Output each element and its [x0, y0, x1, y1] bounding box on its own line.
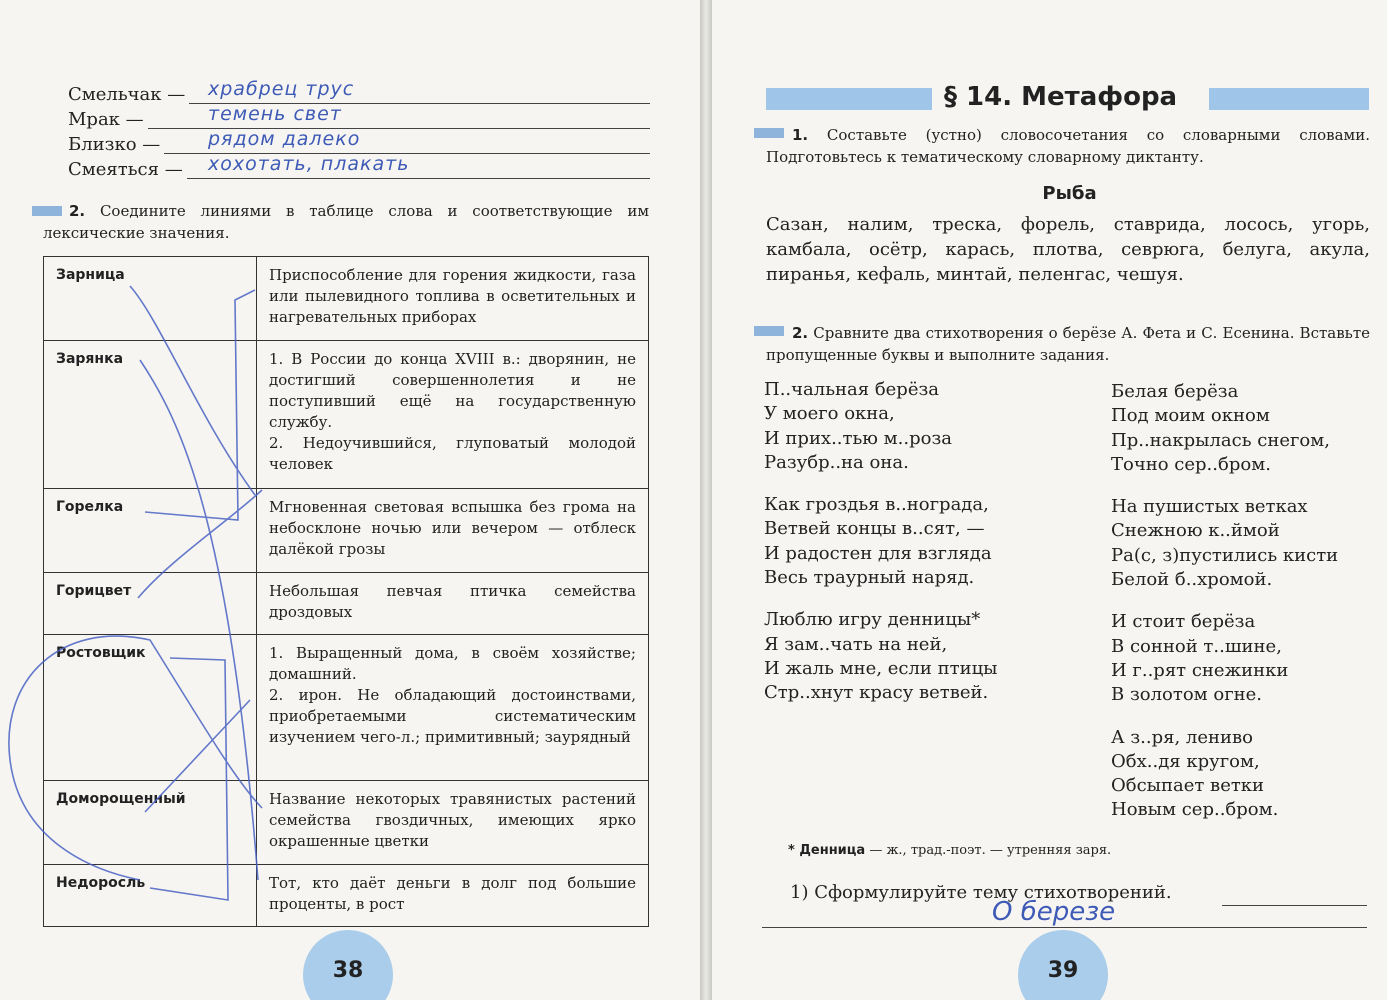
handwritten-answer: темень свет: [208, 103, 342, 125]
stanza: [1111, 495, 1338, 592]
poem-line: И стоит берёза: [1111, 611, 1256, 633]
synonym-word: Близко —: [68, 134, 164, 155]
task-2-instruction: [43, 200, 649, 244]
table-word: Горицвет: [44, 573, 257, 635]
table-row: [44, 781, 649, 865]
poem-line: И г..рят снежинки: [1111, 659, 1289, 681]
poem-line: А з..ря, лениво: [1111, 726, 1253, 748]
poem-line: Под моим окном: [1111, 405, 1270, 427]
synonym-list: [68, 78, 650, 182]
task-number: 2.: [69, 202, 86, 220]
handwritten-answer: храбрец трус: [208, 78, 355, 100]
task-number: 1.: [792, 126, 809, 144]
poem-line: Люблю игру денницы*: [764, 609, 981, 631]
poem-line: П..чальная берёза: [764, 379, 940, 400]
poem-line: Белая берёза: [1111, 381, 1239, 402]
table-row: [44, 573, 649, 635]
page-number-badge: [1018, 930, 1108, 1000]
lexical-meanings-table: [43, 256, 649, 927]
title-decoration: [766, 88, 932, 110]
table-word: Недоросль: [44, 865, 257, 927]
table-definition: Мгновенная световая вспышка без грома на небосклоне ночью или вечером — отблеск далёкой грозы: [257, 489, 649, 573]
poem-line: И радостен для взгляда: [764, 542, 992, 564]
table-row: [44, 635, 649, 781]
page-number: 38: [332, 958, 364, 983]
task-1-instruction: [766, 124, 1370, 168]
handwritten-answer: О березе: [992, 897, 1116, 927]
footnote-text: — ж., трад.-поэт. — утренняя заря.: [865, 843, 1112, 858]
answer-line[interactable]: [1222, 905, 1367, 906]
question-1: 1) Сформулируйте тему стихотворений.: [790, 882, 1172, 903]
stanza: [764, 378, 998, 475]
poem-esenin: [1111, 380, 1338, 841]
stanza: [764, 608, 998, 705]
table-word: Зарница: [44, 257, 257, 341]
dictionary-word-list: Сазан, налим, треска, форель, ставрида, лосось, угорь, камбала, осётр, карась, плотва, севрюга, белуга, акула, пиранья, кефаль, минтай, пеленгас, чешуя.: [766, 214, 1370, 285]
stanza: [764, 493, 998, 590]
table-definition: Название некоторых травянистых растений семейства гвоздичных, имеющих ярко окрашенные цветки: [257, 781, 649, 865]
task-number: 2.: [792, 324, 809, 342]
table-definition: 1. Выращенный дома, в своём хозяйстве; домашний. 2. ирон. Не обладающий достоинствами, приобретаемыми систематическим изучением чего-л.; примитивный; заурядный: [257, 635, 649, 781]
table-row: [44, 341, 649, 489]
stanza: [1111, 726, 1338, 823]
poem-line: Стр..хнут красу ветвей.: [764, 682, 989, 704]
task-text: Соедините линиями в таблице слова и соответствующие им лексические значения.: [43, 202, 649, 242]
table-word: Ростовщик: [44, 635, 257, 781]
task-2-instruction: [766, 322, 1370, 366]
subheading: Рыба: [1042, 183, 1097, 204]
handwritten-answer: рядом далеко: [208, 128, 361, 150]
title-decoration: [1209, 88, 1369, 110]
synonym-word: Мрак —: [68, 109, 148, 130]
table-definition: 1. В России до конца XVIII в.: дворянин, не достигший совершеннолетия и не поступивший ещё на государственную службу. 2. Недоучившийся, глуповатый молодой человек: [257, 341, 649, 489]
poem-line: В золотом огне.: [1111, 684, 1263, 706]
poem-line: Снежною к..ймой: [1111, 520, 1280, 542]
table-word: Доморощенный: [44, 781, 257, 865]
table-word: Зарянка: [44, 341, 257, 489]
answer-line[interactable]: [762, 927, 1367, 928]
stanza: [1111, 610, 1338, 707]
poem-line: Обх..дя кругом,: [1111, 750, 1260, 772]
table-row: [44, 257, 649, 341]
table-definition: Приспособление для горения жидкости, газа или пылевидного топлива в осветительных и нагревательных приборах: [257, 257, 649, 341]
poem-fet: [764, 378, 998, 724]
section-title: § 14. Метафора: [944, 82, 1178, 112]
poem-line: И жаль мне, если птицы: [764, 657, 998, 679]
synonym-word: Смельчак —: [68, 84, 189, 105]
poem-line: Я зам..чать на ней,: [764, 633, 948, 655]
stanza: [1111, 380, 1338, 477]
synonym-word: Смеяться —: [68, 159, 187, 180]
poem-line: В сонной т..шине,: [1111, 635, 1282, 657]
right-page: [712, 0, 1387, 1000]
poem-line: Пр..накрылась снегом,: [1111, 429, 1330, 451]
synonym-row: [68, 78, 650, 107]
poem-line: Весь траурный наряд.: [764, 567, 975, 589]
table-word: Горелка: [44, 489, 257, 573]
task-text: Составьте (устно) словосочетания со словарными словами. Подготовьтесь к тематическому словарному диктанту.: [766, 126, 1370, 166]
poem-line: Ветвей концы в..сят, —: [764, 518, 985, 540]
poem-line: Разубр..на она.: [764, 451, 909, 473]
table-row: [44, 865, 649, 927]
poem-line: Белой б..хромой.: [1111, 569, 1273, 591]
footnote-term: * Денница: [788, 843, 866, 858]
poem-line: Как гроздья в..нограда,: [764, 494, 989, 516]
poem-line: Новым сер..бром.: [1111, 799, 1279, 821]
table-definition: Небольшая певчая птичка семейства дроздовых: [257, 573, 649, 635]
table-definition: Тот, кто даёт деньги в долг под большие проценты, в рост: [257, 865, 649, 927]
table-row: [44, 489, 649, 573]
synonym-row: [68, 153, 650, 182]
footnote: [788, 843, 1111, 858]
task-text: Сравните два стихотворения о берёзе А. Фета и С. Есенина. Вставьте пропущенные буквы и выполните задания.: [766, 324, 1370, 364]
handwritten-answer: хохотать, плакать: [208, 153, 410, 175]
poem-line: Ра(с, з)пустились кисти: [1111, 544, 1339, 566]
poem-line: На пушистых ветках: [1111, 496, 1308, 518]
poem-line: И прих..тью м..роза: [764, 427, 953, 449]
page-number-badge: [303, 930, 393, 1000]
poem-line: Обсыпает ветки: [1111, 775, 1265, 797]
page-number: 39: [1047, 958, 1079, 983]
book-gutter: [700, 0, 712, 1000]
poem-line: У моего окна,: [764, 403, 895, 425]
poem-line: Точно сер..бром.: [1111, 453, 1271, 475]
